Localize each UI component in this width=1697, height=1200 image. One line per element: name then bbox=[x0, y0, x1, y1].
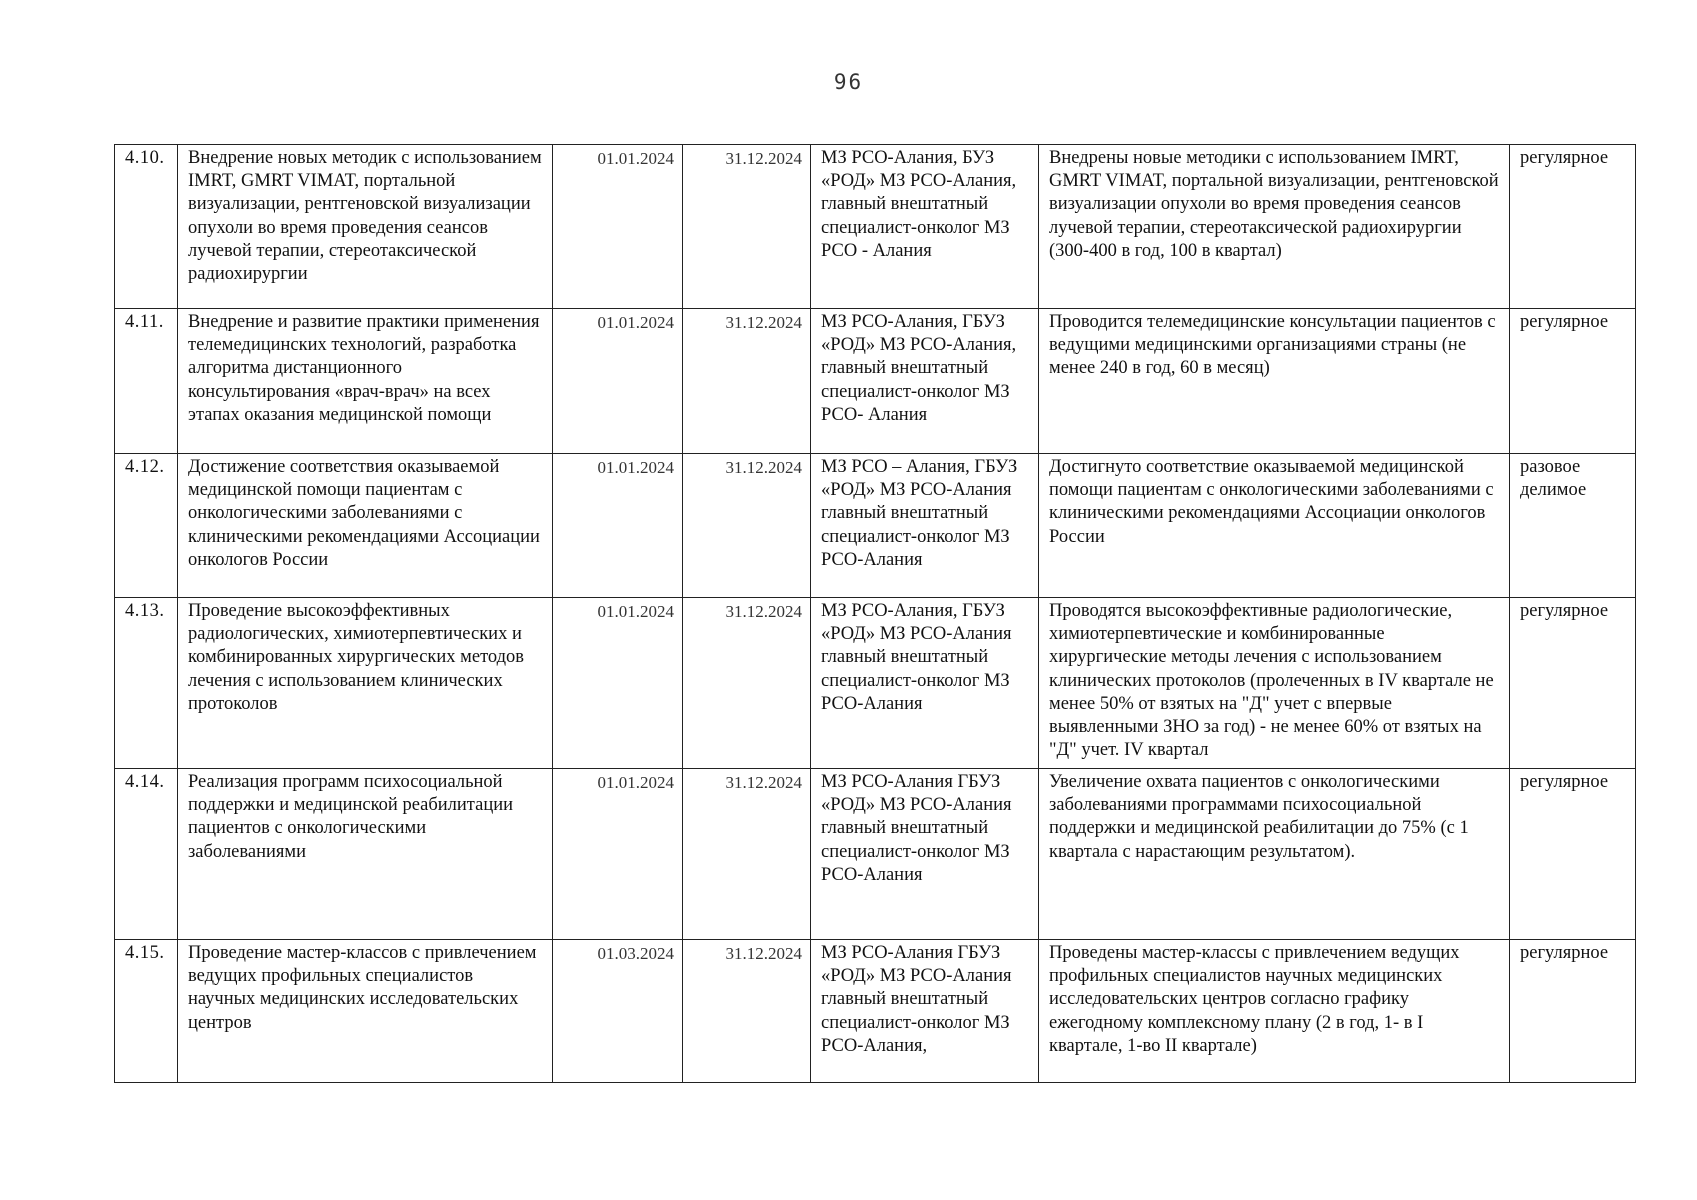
responsible-cell: МЗ РСО – Алания, ГБУЗ «РОД» МЗ РСО-Алания главный внештатный специалист-онколог МЗ РСО-Алания bbox=[811, 454, 1039, 598]
type-cell: регулярное bbox=[1510, 145, 1636, 309]
table-row bbox=[115, 309, 1636, 454]
result-cell: Увеличение охвата пациентов с онкологическими заболеваниями программами психосоциальной поддержки и медицинской реабилитации до 75% (с 1 квартала с нарастающим результатом). bbox=[1039, 769, 1510, 940]
row-number: 4.13. bbox=[115, 598, 178, 769]
row-number: 4.14. bbox=[115, 769, 178, 940]
end-date-cell: 31.12.2024 bbox=[683, 940, 811, 1083]
end-date-cell: 31.12.2024 bbox=[683, 769, 811, 940]
responsible-cell: МЗ РСО-Алания, БУЗ «РОД» МЗ РСО-Алания, главный внештатный специалист-онколог МЗ РСО - Алания bbox=[811, 145, 1039, 309]
responsible-cell: МЗ РСО-Алания, ГБУЗ «РОД» МЗ РСО-Алания главный внештатный специалист-онколог МЗ РСО-Алания bbox=[811, 598, 1039, 769]
table-row bbox=[115, 940, 1636, 1083]
end-date-cell: 31.12.2024 bbox=[683, 309, 811, 454]
table-row bbox=[115, 454, 1636, 598]
start-date-cell: 01.01.2024 bbox=[553, 598, 683, 769]
end-date-cell: 31.12.2024 bbox=[683, 598, 811, 769]
activity-cell: Внедрение и развитие практики применения телемедицинских технологий, разработка алгоритма дистанционного консультирования «врач-врач» на всех этапах оказания медицинской помощи bbox=[178, 309, 553, 454]
end-date-cell: 31.12.2024 bbox=[683, 145, 811, 309]
table-row bbox=[115, 598, 1636, 769]
end-date-cell: 31.12.2024 bbox=[683, 454, 811, 598]
activity-cell: Внедрение новых методик с использованием IMRT, GMRT VIMAT, портальной визуализации, рентгеновской визуализации опухоли во время проведения сеансов лучевой терапии, стереотаксической радиохирургии bbox=[178, 145, 553, 309]
activity-cell: Проведение мастер-классов с привлечением ведущих профильных специалистов научных медицинских исследовательских центров bbox=[178, 940, 553, 1083]
page-number: 96 bbox=[833, 70, 864, 94]
type-cell: регулярное bbox=[1510, 769, 1636, 940]
activity-cell: Проведение высокоэффективных радиологических, химиотерпевтических и комбинированных хирургических методов лечения с использованием клинических протоколов bbox=[178, 598, 553, 769]
row-number: 4.15. bbox=[115, 940, 178, 1083]
type-cell: разовое делимое bbox=[1510, 454, 1636, 598]
result-cell: Проводится телемедицинские консультации пациентов с ведущими медицинскими организациями страны (не менее 240 в год, 60 в месяц) bbox=[1039, 309, 1510, 454]
table-row bbox=[115, 769, 1636, 940]
result-cell: Проводятся высокоэффективные радиологические, химиотерпевтические и комбинированные хирургические методы лечения с использованием клинических протоколов (пролеченных в IV квартале не менее 50% от взятых на "Д" учет с впервые выявленными ЗНО за год) - не менее 60% от взятых на "Д" учет. IV квартал bbox=[1039, 598, 1510, 769]
responsible-cell: МЗ РСО-Алания ГБУЗ «РОД» МЗ РСО-Алания главный внештатный специалист-онколог МЗ РСО-Алания bbox=[811, 769, 1039, 940]
plan-table bbox=[114, 144, 1636, 1083]
type-cell: регулярное bbox=[1510, 598, 1636, 769]
activity-cell: Достижение соответствия оказываемой медицинской помощи пациентам с онкологическими заболеваниями с клиническими рекомендациями Ассоциации онкологов России bbox=[178, 454, 553, 598]
table-row bbox=[115, 145, 1636, 309]
start-date-cell: 01.01.2024 bbox=[553, 769, 683, 940]
row-number: 4.10. bbox=[115, 145, 178, 309]
start-date-cell: 01.01.2024 bbox=[553, 309, 683, 454]
start-date-cell: 01.03.2024 bbox=[553, 940, 683, 1083]
start-date-cell: 01.01.2024 bbox=[553, 454, 683, 598]
type-cell: регулярное bbox=[1510, 940, 1636, 1083]
type-cell: регулярное bbox=[1510, 309, 1636, 454]
start-date-cell: 01.01.2024 bbox=[553, 145, 683, 309]
result-cell: Достигнуто соответствие оказываемой медицинской помощи пациентам с онкологическими заболеваниями с клиническими рекомендациями Ассоциации онкологов России bbox=[1039, 454, 1510, 598]
result-cell: Внедрены новые методики с использованием IMRT, GMRT VIMAT, портальной визуализации, рентгеновской визуализации опухоли во время проведения сеансов лучевой терапии, стереотаксической радиохирургии (300-400 в год, 100 в квартал) bbox=[1039, 145, 1510, 309]
responsible-cell: МЗ РСО-Алания ГБУЗ «РОД» МЗ РСО-Алания главный внештатный специалист-онколог МЗ РСО-Алания, bbox=[811, 940, 1039, 1083]
result-cell: Проведены мастер-классы с привлечением ведущих профильных специалистов научных медицинских исследовательских центров согласно графику ежегодному комплексному плану (2 в год, 1- в I квартале, 1-во II квартале) bbox=[1039, 940, 1510, 1083]
responsible-cell: МЗ РСО-Алания, ГБУЗ «РОД» МЗ РСО-Алания, главный внештатный специалист-онколог МЗ РСО- Алания bbox=[811, 309, 1039, 454]
row-number: 4.12. bbox=[115, 454, 178, 598]
activity-cell: Реализация программ психосоциальной поддержки и медицинской реабилитации пациентов с онкологическими заболеваниями bbox=[178, 769, 553, 940]
row-number: 4.11. bbox=[115, 309, 178, 454]
